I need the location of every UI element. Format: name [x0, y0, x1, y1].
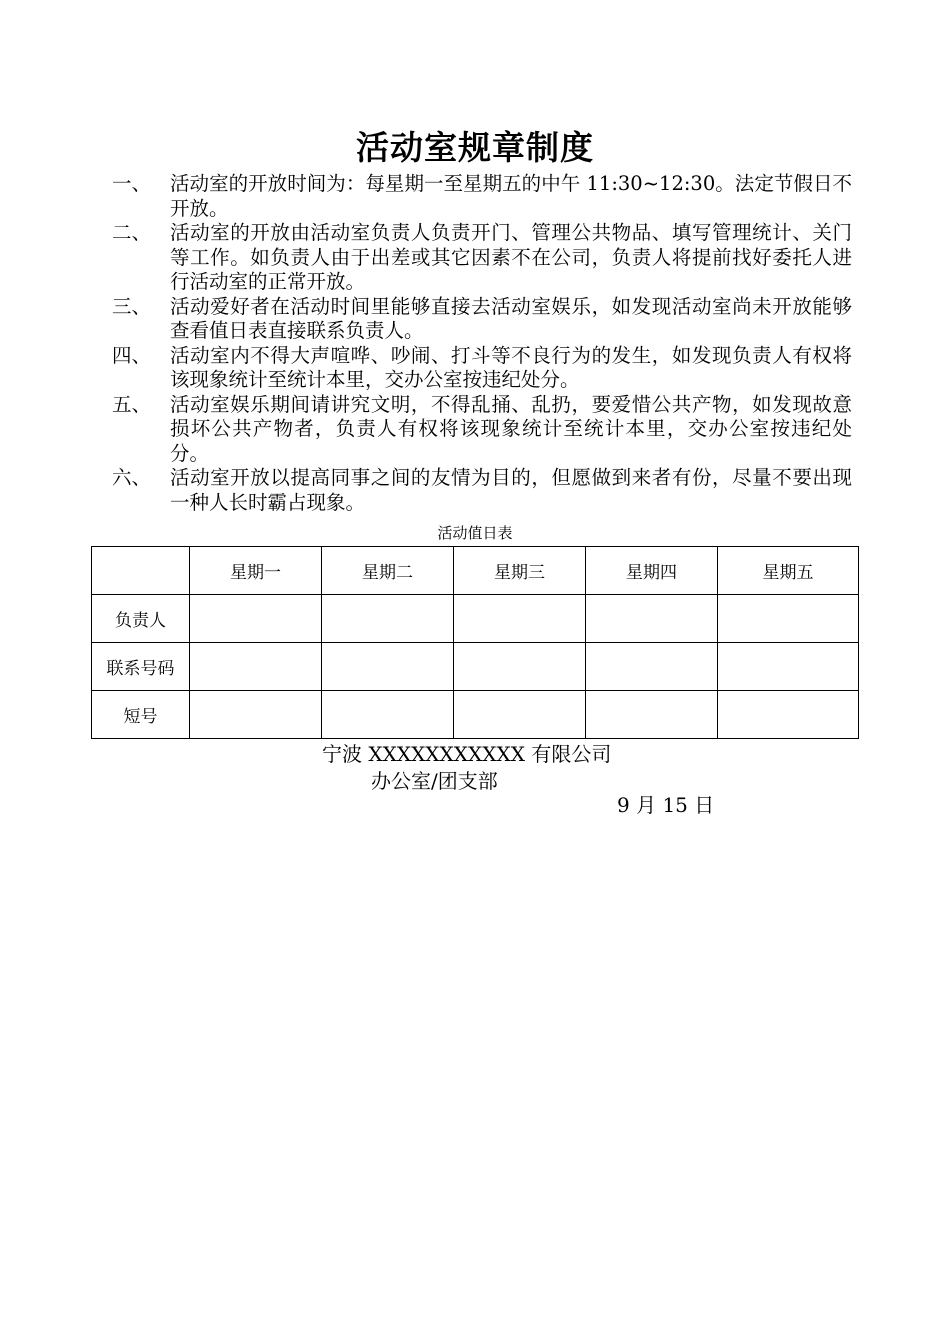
table-cell [190, 595, 322, 643]
table-cell [454, 643, 586, 691]
rule-text: 活动室内不得大声喧哗、吵闹、打斗等不良行为的发生，如发现负责人有权将该现象统计至统计本里，交办公室按违纪处分。 [170, 343, 852, 391]
table-cell [718, 643, 859, 691]
rule-item [112, 466, 852, 515]
header-cell-friday: 星期五 [718, 547, 859, 595]
rule-text: 活动室娱乐期间请讲究文明，不得乱捅、乱扔，要爱惜公共产物，如发现故意损坏公共产物者，负责人有权将该现象统计至统计本里，交办公室按违纪处分。 [170, 392, 852, 465]
rule-number: 五、 [112, 392, 152, 416]
duty-roster-table [91, 546, 859, 739]
header-cell-thursday: 星期四 [586, 547, 718, 595]
rules-list [112, 172, 852, 515]
table-cell [322, 691, 454, 739]
table-cell [718, 691, 859, 739]
header-cell-wednesday: 星期三 [454, 547, 586, 595]
rule-text: 活动室的开放时间为：每星期一至星期五的中午 11:30~12:30。法定节假日不开放。 [170, 172, 852, 220]
rule-text: 活动室的开放由活动室负责人负责开门、管理公共物品、填写管理统计、关门等工作。如负责人由于出差或其它因素不在公司，负责人将提前找好委托人进行活动室的正常开放。 [170, 221, 852, 293]
rule-number: 四、 [112, 343, 152, 367]
header-cell-corner [92, 547, 190, 595]
rule-number: 一、 [112, 172, 152, 195]
row-label: 联系号码 [92, 643, 190, 691]
document-date: 9 月 15 日 [617, 793, 715, 817]
document-title: 活动室规章制度 [356, 128, 594, 167]
table-cell [586, 595, 718, 643]
row-label: 负责人 [92, 595, 190, 643]
company-name: 宁波 XXXXXXXXXXX 有限公司 [322, 742, 612, 766]
table-cell [322, 643, 454, 691]
table-row [92, 691, 859, 739]
rule-item [112, 295, 852, 344]
rule-number: 三、 [112, 294, 152, 318]
rule-item [112, 393, 852, 467]
rule-item [112, 221, 852, 295]
header-cell-monday: 星期一 [190, 547, 322, 595]
table-caption: 活动值日表 [437, 524, 513, 542]
table-cell [454, 595, 586, 643]
rule-text: 活动爱好者在活动时间里能够直接去活动室娱乐，如发现活动室尚未开放能够查看值日表直接联系负责人。 [170, 294, 852, 342]
row-label: 短号 [92, 691, 190, 739]
rule-number: 六、 [112, 466, 152, 489]
rule-number: 二、 [112, 221, 152, 244]
table-row [92, 643, 859, 691]
table-cell [586, 643, 718, 691]
table-cell [322, 595, 454, 643]
rule-item [112, 344, 852, 393]
table-cell [586, 691, 718, 739]
department-name: 办公室/团支部 [371, 769, 498, 793]
table-cell [190, 643, 322, 691]
table-cell [718, 595, 859, 643]
rule-item [112, 172, 852, 221]
table-row [92, 595, 859, 643]
header-cell-tuesday: 星期二 [322, 547, 454, 595]
table-header-row [92, 547, 859, 595]
rule-text: 活动室开放以提高同事之间的友情为目的，但愿做到来者有份，尽量不要出现一种人长时霸占现象。 [170, 466, 852, 514]
table-cell [190, 691, 322, 739]
table-cell [454, 691, 586, 739]
